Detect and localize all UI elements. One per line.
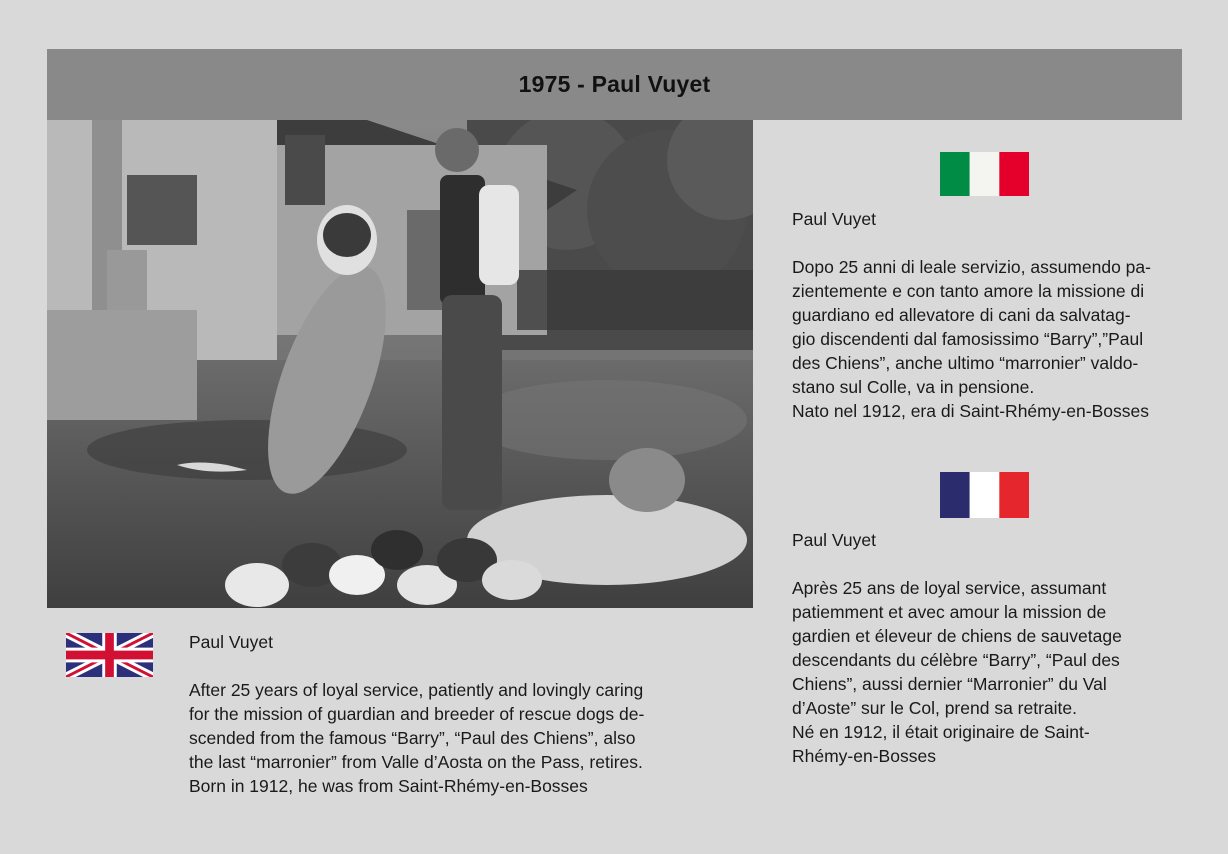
french-body (792, 576, 1184, 768)
italian-line: stano sul Colle, va in pensione. (792, 377, 1035, 397)
french-line: gardien et éleveur de chiens de sauvetage (792, 626, 1122, 646)
french-line: patiemment et avec amour la mission de (792, 602, 1107, 622)
english-name: Paul Vuyet (189, 632, 273, 652)
page-title: 1975 - Paul Vuyet (518, 71, 711, 97)
french-line: Né en 1912, il était originaire de Saint- (792, 722, 1090, 742)
french-text-block (792, 528, 1184, 768)
italian-line: guardiano ed allevatore di cani da salvatag- (792, 305, 1131, 325)
photo-illustration (47, 120, 753, 608)
italian-line: des Chiens”, anche ultimo “marronier” valdo- (792, 353, 1139, 373)
english-line: Born in 1912, he was from Saint-Rhémy-en-Bosses (189, 776, 588, 796)
french-line: Après 25 ans de loyal service, assumant (792, 578, 1107, 598)
english-line: scended from the famous “Barry”, “Paul des Chiens”, also (189, 728, 636, 748)
italian-line: zientemente e con tanto amore la missione di (792, 281, 1145, 301)
italian-line: Nato nel 1912, era di Saint-Rhémy-en-Bosses (792, 401, 1149, 421)
french-line: d’Aoste” sur le Col, prend sa retraite. (792, 698, 1077, 718)
french-line: descendants du célèbre “Barry”, “Paul des (792, 650, 1120, 670)
italian-line: gio discendenti dal famosissimo “Barry”,”Paul (792, 329, 1144, 349)
english-line: for the mission of guardian and breeder of rescue dogs de- (189, 704, 645, 724)
french-line: Chiens”, aussi dernier “Marronier” du Val (792, 674, 1107, 694)
historical-photo (47, 120, 753, 608)
italian-line: Dopo 25 anni di leale servizio, assumendo pa- (792, 257, 1151, 277)
italian-name: Paul Vuyet (792, 209, 876, 229)
uk-flag-icon (66, 633, 153, 677)
french-name: Paul Vuyet (792, 530, 876, 550)
italy-flag-icon (940, 152, 1029, 196)
french-line: Rhémy-en-Bosses (792, 746, 936, 766)
english-body (189, 678, 709, 798)
english-text-block (189, 630, 709, 798)
france-flag-icon (940, 472, 1029, 518)
english-line: the last “marronier” from Valle d’Aosta on the Pass, retires. (189, 752, 643, 772)
italian-text-block (792, 207, 1184, 423)
header-bar (47, 49, 1182, 120)
english-line: After 25 years of loyal service, patiently and lovingly caring (189, 680, 644, 700)
italian-body (792, 255, 1184, 423)
